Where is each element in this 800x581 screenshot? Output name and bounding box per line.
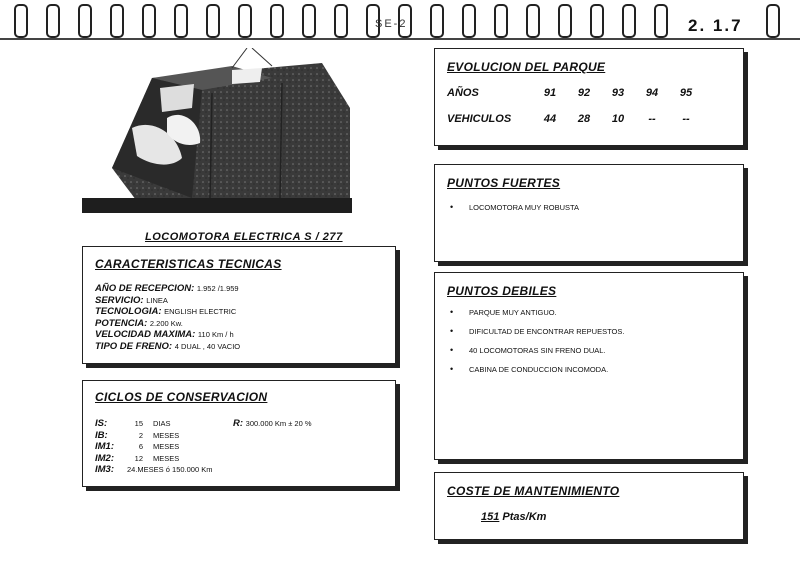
cost-panel (434, 472, 744, 540)
weaknesses-panel (434, 272, 744, 460)
cost-value: 151 Ptas/Km (481, 511, 547, 523)
strengths-panel (434, 164, 744, 262)
fleet-panel (434, 48, 744, 146)
locomotive-photo (82, 48, 352, 213)
cycles-title: CICLOS DE CONSERVACION (95, 390, 268, 404)
spec-row: POTENCIA: 2.200 Kw. (95, 317, 183, 329)
spec-row: TECNOLOGIA: ENGLISH ELECTRIC (95, 306, 237, 317)
list-item: • DIFICULTAD DE ENCONTRAR REPUESTOS. (447, 327, 624, 336)
cycle-row: IB: 2 MESES (95, 429, 180, 441)
header-fragment: SE-2 (375, 18, 408, 30)
spec-row: TIPO DE FRENO: 4 DUAL , 40 VACIO (95, 340, 241, 352)
photo-caption: LOCOMOTORA ELECTRICA S / 277 (145, 231, 343, 243)
revision-r: R: 300.000 Km ± 20 % (233, 418, 312, 429)
vehicles-row: VEHICULOS 44 28 10 -- -- (447, 113, 690, 125)
specs-panel (82, 246, 396, 364)
cycle-row: IS: 15 DIAS (95, 418, 171, 429)
list-item: • LOCOMOTORA MUY ROBUSTA (447, 203, 579, 212)
strengths-title: PUNTOS FUERTES (447, 176, 561, 190)
cycles-panel (82, 380, 396, 487)
page-number: 2. 1.7 (684, 16, 747, 36)
cycle-row: IM2: 12 MESES (95, 452, 180, 464)
weaknesses-title: PUNTOS DEBILES (447, 284, 557, 298)
list-item: • PARQUE MUY ANTIGUO. (447, 308, 624, 317)
spec-row: SERVICIO: LINEA (95, 294, 168, 306)
spec-row: AÑO DE RECEPCION: 1.952 /1.959 (95, 283, 239, 294)
years-row: AÑOS 91 92 93 94 95 (447, 87, 693, 99)
spec-row: VELOCIDAD MAXIMA: 110 Km / h (95, 329, 234, 340)
list-item: • 40 LOCOMOTORAS SIN FRENO DUAL. (447, 346, 624, 355)
fleet-title: EVOLUCION DEL PARQUE (447, 60, 606, 74)
cycle-row: IM3: 24.MESES ó 150.000 Km (95, 464, 213, 475)
cost-title: COSTE DE MANTENIMIENTO (447, 484, 620, 498)
list-item: • CABINA DE CONDUCCION INCOMODA. (447, 365, 624, 374)
cycle-row: IM1: 6 MESES (95, 441, 180, 452)
specs-title: CARACTERISTICAS TECNICAS (95, 257, 282, 271)
